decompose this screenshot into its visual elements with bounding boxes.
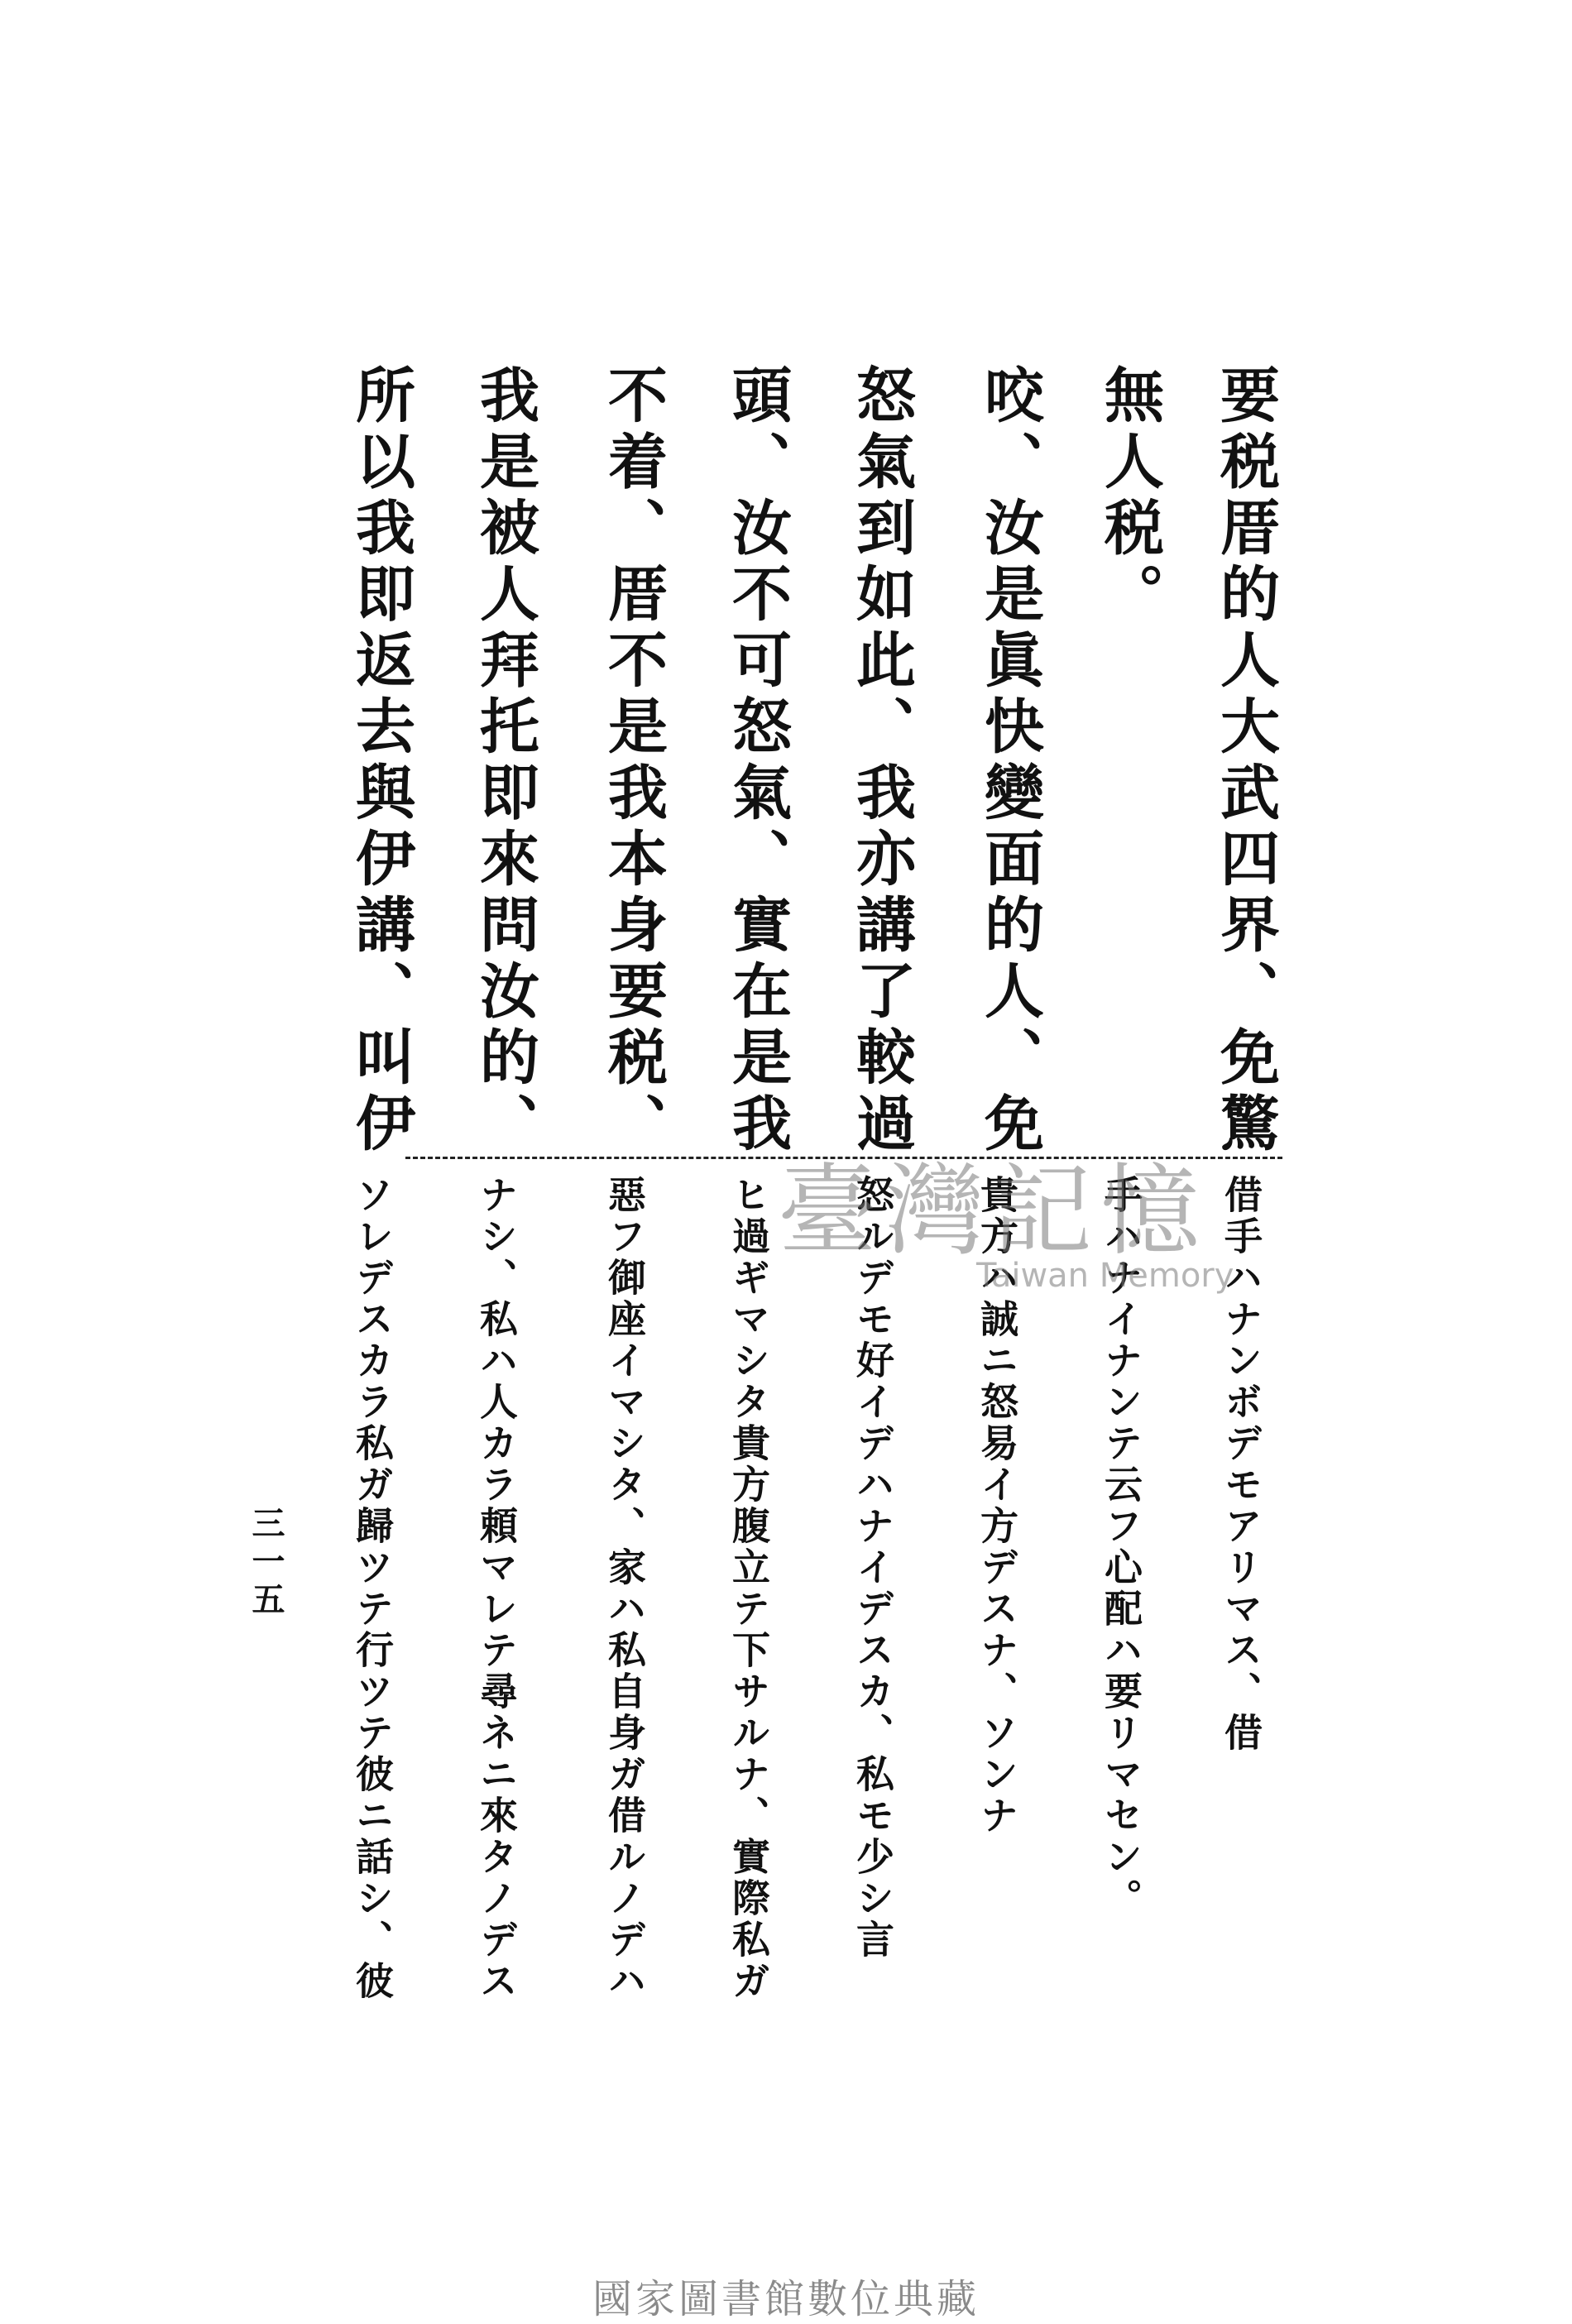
upper-column-4: 怒氣到如此、我亦講了較過 (846, 364, 917, 1158)
lower-column-7: ナシ、私ハ人カラ頼マレテ尋ネニ來タノデス (474, 1175, 519, 2002)
lower-column-1: 借手ハナンボデモアリマス、借 (1219, 1175, 1263, 1754)
watermark-title: 臺灣記憶 (778, 1154, 1208, 1269)
section-separator (405, 1157, 1282, 1159)
lower-column-2: 手ハナイナンテ云フ心配ハ要リマセン。 (1099, 1175, 1143, 1919)
upper-column-5: 頭、汝不可怒氣、實在是我 (722, 364, 793, 1158)
upper-column-1: 要税厝的人大武四界、免驚 (1210, 364, 1281, 1158)
footer-credit: 國家圖書館數位典藏 (592, 2276, 980, 2322)
lower-column-6: 惡フ御座イマシタ、家ハ私自身ガ借ルノデハ (602, 1175, 647, 2002)
upper-column-3: 咬、汝是眞快變面的人、免 (975, 364, 1045, 1158)
page-number: 三一五 (247, 1506, 285, 1620)
upper-column-2: 無人税。 (1095, 364, 1165, 629)
watermark-subtitle: Taiwan Memory (976, 1257, 1234, 1295)
upper-column-8: 所以我即返去與伊講、叫伊 (346, 364, 416, 1158)
lower-column-3: 貴方ハ誠ニ怒易イ方デスナ、ソンナ (975, 1175, 1019, 1837)
lower-column-8: ソレデスカラ私ガ歸ツテ行ツテ彼ニ話シ、彼 (350, 1175, 395, 2002)
upper-column-6: 不着、厝不是我本身要税、 (598, 364, 669, 1158)
lower-column-5: ヒ過ギマシタ貴方腹立テ下サルナ、實際私ガ (726, 1175, 771, 2002)
lower-column-4: 怒ルデモ好イデハナイデスカ、私モ少シ言 (851, 1175, 895, 1961)
upper-column-7: 我是被人拜托即來問汝的、 (470, 364, 540, 1158)
